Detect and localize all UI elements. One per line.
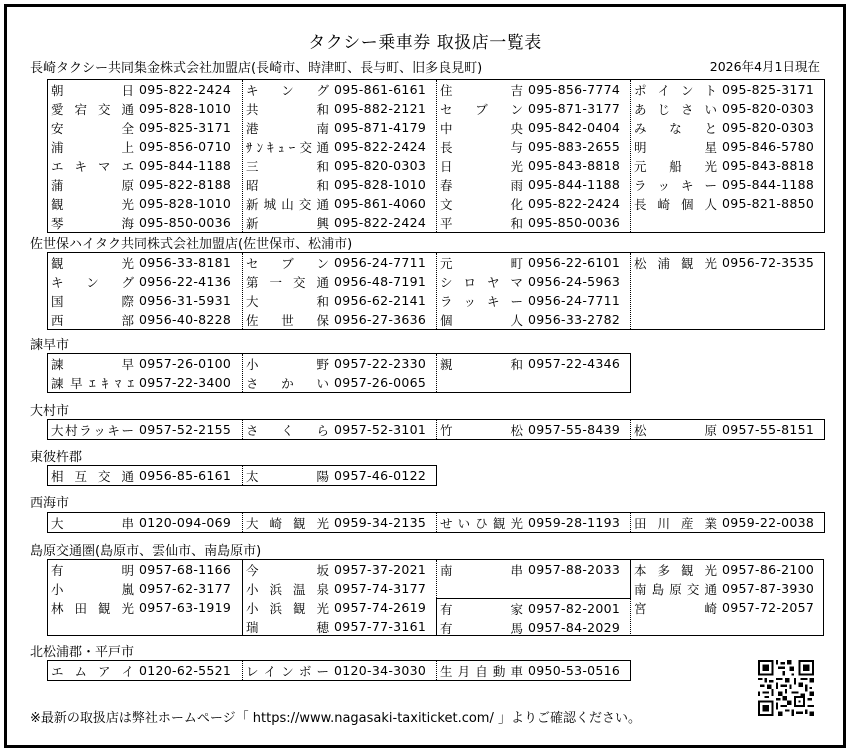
store-entry bbox=[437, 137, 630, 156]
store-phone: 095-856-0710 bbox=[139, 139, 232, 154]
store-name: 観 光 bbox=[51, 255, 134, 271]
store-phone: 095-883-2655 bbox=[528, 139, 621, 154]
section-heading: 諫早市 bbox=[30, 338, 70, 353]
store-name: 住 吉 bbox=[440, 82, 523, 98]
store-entry bbox=[243, 253, 436, 272]
store-column bbox=[630, 420, 824, 439]
store-phone: 0956-85-6161 bbox=[139, 468, 232, 483]
store-table bbox=[47, 660, 631, 681]
store-name: 平 和 bbox=[440, 215, 523, 231]
store-column bbox=[630, 253, 824, 329]
store-entry bbox=[437, 118, 630, 137]
store-entry bbox=[243, 99, 436, 118]
store-phone: 0956-48-7191 bbox=[334, 274, 427, 289]
section-heading: 大村市 bbox=[30, 404, 70, 419]
store-entry bbox=[631, 272, 824, 291]
store-phone: 095-842-0404 bbox=[528, 120, 621, 135]
store-entry bbox=[243, 598, 436, 617]
store-entry bbox=[48, 118, 242, 137]
store-entry bbox=[48, 213, 242, 232]
store-name: 宮 崎 bbox=[634, 600, 717, 616]
store-phone: 0956-33-8181 bbox=[139, 255, 232, 270]
store-name: 大 串 bbox=[51, 515, 134, 531]
store-name: 有 家 bbox=[440, 601, 523, 617]
store-name: 港 南 bbox=[246, 120, 329, 136]
section-heading: 島原交通圏(島原市、雲仙市、南島原市) bbox=[30, 544, 262, 559]
store-phone: 0957-72-2057 bbox=[722, 600, 815, 615]
store-phone: 0959-22-0038 bbox=[722, 515, 815, 530]
store-entry bbox=[437, 513, 630, 532]
store-entry bbox=[243, 466, 436, 485]
store-phone: 095-843-8818 bbox=[722, 158, 815, 173]
store-entry bbox=[437, 310, 630, 329]
store-name: 元 船 光 bbox=[634, 158, 717, 174]
store-entry bbox=[631, 560, 825, 579]
store-phone: 0957-62-3177 bbox=[139, 581, 232, 596]
store-table bbox=[47, 419, 825, 440]
store-phone: 095-850-0036 bbox=[528, 215, 621, 230]
store-entry bbox=[437, 560, 630, 579]
store-entry bbox=[631, 310, 824, 329]
store-column bbox=[242, 253, 436, 329]
store-phone: 095-822-2424 bbox=[139, 82, 232, 97]
store-phone: 095-844-1188 bbox=[528, 177, 621, 192]
store-name: 林 田 観 光 bbox=[51, 600, 134, 616]
store-name: さ く ら bbox=[246, 422, 329, 438]
store-name: 諫 早 ｴ ｷ ﾏ ｴ bbox=[51, 375, 134, 391]
store-column bbox=[242, 466, 436, 485]
store-entry bbox=[243, 175, 436, 194]
store-phone: 095-822-2424 bbox=[334, 139, 427, 154]
store-entry bbox=[243, 354, 436, 373]
store-entry bbox=[48, 194, 242, 213]
store-entry bbox=[437, 99, 630, 118]
store-name: 諫 早 bbox=[51, 356, 134, 372]
store-phone: 0120-094-069 bbox=[139, 515, 232, 530]
store-entry bbox=[48, 272, 242, 291]
store-name: 愛 宕 交 通 bbox=[51, 101, 134, 117]
store-phone: 095-828-1010 bbox=[334, 177, 427, 192]
store-entry bbox=[437, 291, 630, 310]
store-entry bbox=[48, 661, 242, 680]
store-phone: 0957-22-2330 bbox=[334, 356, 427, 371]
store-name: 太 陽 bbox=[246, 468, 329, 484]
store-name: ポ イ ン ト bbox=[634, 82, 717, 98]
store-entry bbox=[437, 420, 630, 439]
store-phone: 0956-22-6101 bbox=[528, 255, 621, 270]
store-phone: 0956-24-7711 bbox=[334, 255, 427, 270]
store-entry bbox=[243, 420, 436, 439]
store-name: 田 川 産 業 bbox=[634, 515, 717, 531]
store-phone: 0950-53-0516 bbox=[528, 663, 621, 678]
store-name: 蒲 原 bbox=[51, 177, 134, 193]
store-name: 観 光 bbox=[51, 196, 134, 212]
store-name: 相 互 交 通 bbox=[51, 468, 134, 484]
store-name: あ じ さ い bbox=[634, 101, 717, 117]
store-entry bbox=[48, 156, 242, 175]
store-column bbox=[48, 466, 242, 485]
store-phone: 095-820-0303 bbox=[722, 120, 815, 135]
store-name: 小 浜 観 光 bbox=[246, 600, 329, 616]
store-entry bbox=[48, 420, 242, 439]
store-phone: 095-820-0303 bbox=[334, 158, 427, 173]
store-entry bbox=[48, 354, 242, 373]
store-phone: 0120-62-5521 bbox=[139, 663, 232, 678]
store-name: 元 町 bbox=[440, 255, 523, 271]
store-name: セ ブ ン bbox=[440, 101, 523, 117]
store-column bbox=[242, 420, 436, 439]
store-entry bbox=[631, 80, 824, 99]
store-entry bbox=[243, 373, 436, 392]
store-name: 長 崎 個 人 bbox=[634, 196, 717, 212]
store-phone: 0957-84-2029 bbox=[528, 620, 621, 635]
store-phone: 0957-77-3161 bbox=[334, 619, 427, 634]
store-name: 大 崎 観 光 bbox=[246, 515, 329, 531]
store-name: レ イ ン ボ ー bbox=[246, 663, 329, 679]
store-entry bbox=[631, 420, 824, 439]
store-name: エ キ マ エ bbox=[51, 158, 134, 174]
store-name: 大 村 ラ ッ キ ー bbox=[51, 422, 134, 438]
store-name: 三 和 bbox=[246, 158, 329, 174]
store-phone: 095-828-1010 bbox=[139, 196, 232, 211]
store-name: 親 和 bbox=[440, 356, 523, 372]
store-entry bbox=[243, 560, 436, 579]
store-phone: 095-828-1010 bbox=[139, 101, 232, 116]
store-name: み な と bbox=[634, 120, 717, 136]
store-name: 朝 日 bbox=[51, 82, 134, 98]
store-entry bbox=[437, 599, 630, 618]
store-name: エ ム ア イ bbox=[51, 663, 134, 679]
store-entry bbox=[48, 253, 242, 272]
page-title: タクシー乗車券 取扱店一覧表 bbox=[308, 33, 542, 53]
store-name: ラ ッ キ ー bbox=[634, 177, 717, 193]
store-phone: 0956-31-5931 bbox=[139, 293, 232, 308]
store-column bbox=[436, 661, 630, 680]
store-column bbox=[48, 420, 242, 439]
store-entry bbox=[631, 253, 824, 272]
store-entry bbox=[48, 291, 242, 310]
store-column bbox=[242, 80, 436, 232]
store-name: キ ン グ bbox=[246, 82, 329, 98]
store-entry bbox=[437, 213, 630, 232]
store-name: 南 島 原 交 通 bbox=[634, 581, 717, 597]
store-entry bbox=[243, 272, 436, 291]
section-heading: 北松浦郡・平戸市 bbox=[30, 645, 135, 660]
store-entry bbox=[631, 156, 824, 175]
store-column bbox=[48, 354, 242, 392]
store-entry bbox=[48, 373, 242, 392]
store-name: 西 部 bbox=[51, 312, 134, 328]
store-entry bbox=[243, 291, 436, 310]
section-heading: 佐世保ハイタク共同株式会社加盟店(佐世保市、松浦市) bbox=[30, 237, 353, 252]
store-name: 個 人 bbox=[440, 312, 523, 328]
store-name: せ い ひ 観 光 bbox=[440, 515, 523, 531]
store-name: 佐 世 保 bbox=[246, 312, 329, 328]
store-entry bbox=[48, 175, 242, 194]
store-table bbox=[47, 465, 437, 486]
store-phone: 0957-26-0100 bbox=[139, 356, 232, 371]
store-phone: 095-843-8818 bbox=[528, 158, 621, 173]
store-name: 安 全 bbox=[51, 120, 134, 136]
store-column bbox=[436, 420, 630, 439]
store-name: 文 化 bbox=[440, 196, 523, 212]
store-entry bbox=[631, 291, 824, 310]
store-phone: 095-822-2424 bbox=[528, 196, 621, 211]
store-entry bbox=[243, 156, 436, 175]
store-table bbox=[47, 353, 631, 393]
store-column bbox=[242, 354, 436, 392]
store-entry bbox=[631, 175, 824, 194]
store-entry bbox=[48, 513, 242, 532]
store-phone: 0957-26-0065 bbox=[334, 375, 427, 390]
store-phone: 0959-28-1193 bbox=[528, 515, 621, 530]
store-entry bbox=[243, 513, 436, 532]
store-name: 小 野 bbox=[246, 356, 329, 372]
store-table bbox=[47, 559, 824, 636]
store-entry bbox=[48, 560, 242, 579]
store-table bbox=[47, 79, 825, 233]
store-column bbox=[436, 513, 630, 532]
store-entry bbox=[48, 579, 242, 598]
as-of-date: 2026年4月1日現在 bbox=[709, 59, 820, 74]
store-name: キ ン グ bbox=[51, 274, 134, 290]
store-phone: 095-825-3171 bbox=[139, 120, 232, 135]
store-phone: 095-844-1188 bbox=[722, 177, 815, 192]
store-name: 春 雨 bbox=[440, 177, 523, 193]
store-phone: 0957-55-8151 bbox=[722, 422, 815, 437]
store-column bbox=[242, 661, 436, 680]
store-phone: 0957-52-2155 bbox=[139, 422, 232, 437]
store-entry bbox=[437, 253, 630, 272]
store-entry bbox=[631, 513, 824, 532]
store-name: シ ロ ヤ マ bbox=[440, 274, 523, 290]
store-entry bbox=[243, 137, 436, 156]
store-name: 有 明 bbox=[51, 562, 134, 578]
store-entry bbox=[437, 618, 630, 637]
store-name: セ ブ ン bbox=[246, 255, 329, 271]
store-column bbox=[436, 354, 630, 392]
store-phone: 0957-22-4346 bbox=[528, 356, 621, 371]
store-phone: 0957-74-2619 bbox=[334, 600, 427, 615]
store-phone: 0956-27-3636 bbox=[334, 312, 427, 327]
store-phone: 0956-22-4136 bbox=[139, 274, 232, 289]
store-entry bbox=[437, 156, 630, 175]
store-name: 有 馬 bbox=[440, 620, 523, 636]
store-name: 松 浦 観 光 bbox=[634, 255, 717, 271]
store-name: 小 浜 温 泉 bbox=[246, 581, 329, 597]
store-name: 日 光 bbox=[440, 158, 523, 174]
store-entry bbox=[631, 213, 824, 232]
store-phone: 0957-74-3177 bbox=[334, 581, 427, 596]
store-name: 小 嵐 bbox=[51, 581, 134, 597]
store-entry bbox=[48, 80, 242, 99]
store-entry bbox=[631, 99, 824, 118]
store-column bbox=[48, 513, 242, 532]
store-column bbox=[48, 80, 242, 232]
store-phone: 0956-62-2141 bbox=[334, 293, 427, 308]
store-entry bbox=[48, 310, 242, 329]
store-name: さ か い bbox=[246, 375, 329, 391]
store-name: 琴 海 bbox=[51, 215, 134, 231]
store-phone: 095-846-5780 bbox=[722, 139, 815, 154]
store-name: ｻ ﾝ ｷ ｭ ｰ 交 通 bbox=[246, 139, 329, 155]
section-heading: 東彼杵郡 bbox=[30, 450, 83, 465]
store-name: 長 与 bbox=[440, 139, 523, 155]
footer-note: ※最新の取扱店は弊社ホームページ「 https://www.nagasaki-taxiticket.com/ 」よりご確認ください。 bbox=[30, 711, 641, 726]
store-phone: 0956-24-5963 bbox=[528, 274, 621, 289]
store-entry bbox=[437, 272, 630, 291]
section-heading: 長崎タクシー共同集金株式会社加盟店(長崎市、時津町、長与町、旧多良見町) bbox=[30, 61, 483, 76]
store-name: 今 坂 bbox=[246, 562, 329, 578]
store-phone: 0957-46-0122 bbox=[334, 468, 427, 483]
store-phone: 095-871-3177 bbox=[528, 101, 621, 116]
store-phone: 0957-37-2021 bbox=[334, 562, 427, 577]
store-column bbox=[436, 80, 630, 232]
store-entry bbox=[437, 80, 630, 99]
store-column bbox=[630, 80, 824, 232]
store-phone: 095-844-1188 bbox=[139, 158, 232, 173]
store-name: 瑞 穂 bbox=[246, 619, 329, 635]
store-entry bbox=[48, 99, 242, 118]
store-phone: 0957-87-3930 bbox=[722, 581, 815, 596]
store-name: 本 多 観 光 bbox=[634, 562, 717, 578]
store-name: 大 和 bbox=[246, 293, 329, 309]
store-phone: 0956-33-2782 bbox=[528, 312, 621, 327]
store-table bbox=[47, 512, 825, 533]
store-name: 明 星 bbox=[634, 139, 717, 155]
store-name: 南 串 bbox=[440, 562, 523, 578]
store-entry bbox=[243, 310, 436, 329]
store-entry bbox=[243, 118, 436, 137]
store-phone: 095-850-0036 bbox=[139, 215, 232, 230]
store-phone: 095-825-3171 bbox=[722, 82, 815, 97]
store-column bbox=[48, 661, 242, 680]
store-name: 国 際 bbox=[51, 293, 134, 309]
store-entry bbox=[437, 175, 630, 194]
store-name: ラ ッ キ ー bbox=[440, 293, 523, 309]
store-phone: 0956-24-7711 bbox=[528, 293, 621, 308]
store-column bbox=[48, 253, 242, 329]
store-name: 生 月 自 動 車 bbox=[440, 663, 523, 679]
store-phone: 095-820-0303 bbox=[722, 101, 815, 116]
store-phone: 0956-40-8228 bbox=[139, 312, 232, 327]
store-entry bbox=[631, 194, 824, 213]
store-entry bbox=[48, 466, 242, 485]
store-entry bbox=[48, 598, 242, 617]
store-name: 第 一 交 通 bbox=[246, 274, 329, 290]
store-phone: 095-882-2121 bbox=[334, 101, 427, 116]
store-phone: 0957-63-1919 bbox=[139, 600, 232, 615]
store-phone: 095-861-4060 bbox=[334, 196, 427, 211]
store-column bbox=[630, 513, 824, 532]
store-entry bbox=[437, 194, 630, 213]
store-entry bbox=[631, 579, 825, 598]
store-phone: 0957-86-2100 bbox=[722, 562, 815, 577]
store-phone: 0956-72-3535 bbox=[722, 255, 815, 270]
store-name: 浦 上 bbox=[51, 139, 134, 155]
store-entry bbox=[631, 118, 824, 137]
store-entry bbox=[48, 137, 242, 156]
store-name: 中 央 bbox=[440, 120, 523, 136]
store-name: 竹 松 bbox=[440, 422, 523, 438]
store-entry bbox=[243, 80, 436, 99]
store-phone: 095-861-6161 bbox=[334, 82, 427, 97]
store-entry bbox=[243, 661, 436, 680]
store-phone: 095-821-8850 bbox=[722, 196, 815, 211]
section-heading: 西海市 bbox=[30, 496, 70, 511]
store-phone: 095-822-8188 bbox=[139, 177, 232, 192]
store-entry bbox=[437, 354, 630, 373]
store-phone: 0957-68-1166 bbox=[139, 562, 232, 577]
store-name: 昭 和 bbox=[246, 177, 329, 193]
store-phone: 0957-52-3101 bbox=[334, 422, 427, 437]
store-name: 共 和 bbox=[246, 101, 329, 117]
store-phone: 095-871-4179 bbox=[334, 120, 427, 135]
store-entry bbox=[243, 194, 436, 213]
store-entry bbox=[243, 617, 436, 636]
store-name: 新 興 bbox=[246, 215, 329, 231]
store-entry bbox=[437, 373, 630, 392]
store-phone: 095-822-2424 bbox=[334, 215, 427, 230]
store-phone: 0957-88-2033 bbox=[528, 562, 621, 577]
store-phone: 0957-55-8439 bbox=[528, 422, 621, 437]
store-entry bbox=[631, 137, 824, 156]
store-table bbox=[47, 252, 825, 330]
store-phone: 095-856-7774 bbox=[528, 82, 621, 97]
store-phone: 0957-82-2001 bbox=[528, 601, 621, 616]
store-phone: 0957-22-3400 bbox=[139, 375, 232, 390]
store-column bbox=[242, 513, 436, 532]
store-name: 松 原 bbox=[634, 422, 717, 438]
store-phone: 0120-34-3030 bbox=[334, 663, 427, 678]
store-entry bbox=[243, 579, 436, 598]
store-entry bbox=[631, 598, 825, 617]
store-name: 新 城 山 交 通 bbox=[246, 196, 329, 212]
store-entry bbox=[243, 213, 436, 232]
qr-code-icon[interactable] bbox=[758, 660, 814, 716]
store-column bbox=[436, 253, 630, 329]
store-entry bbox=[437, 661, 630, 680]
store-phone: 0959-34-2135 bbox=[334, 515, 427, 530]
